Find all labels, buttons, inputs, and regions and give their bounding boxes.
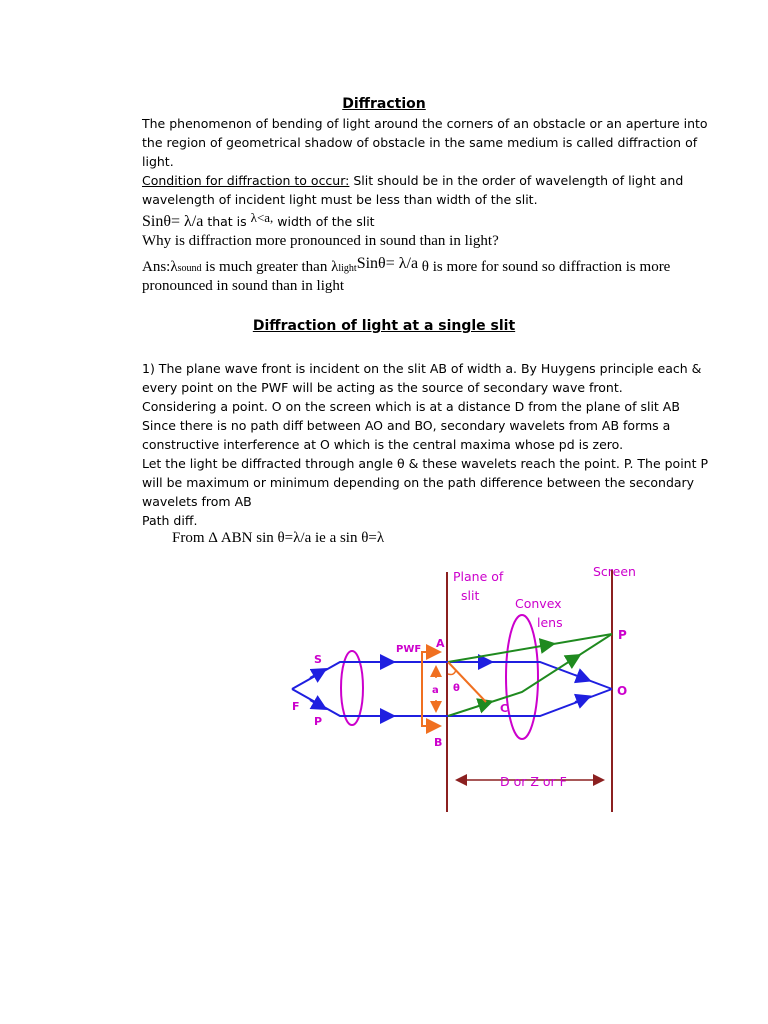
section-title-diffraction: Diffraction [342,96,426,112]
label-slit: slit [461,588,480,603]
label-c-point: C [500,702,509,715]
formula-abn: From Δ ABN sin θ=λ/a ie a sin θ=λ [172,530,385,546]
definition-paragraph: The phenomenon of bending of light around the corners of an obstacle or an aperture into the region of geometrical shadow of obstacle in the same medium is called diffraction of light. [142,116,708,169]
label-screen: Screen [593,564,636,579]
answer-light-subscript: light [338,263,357,274]
answer-greater: is much greater than [201,259,332,275]
label-b-point: B [434,736,443,749]
answer-line-2: pronounced in sound than in light [142,278,345,294]
section-title-single-slit: Diffraction of light at a single slit [252,318,516,334]
triangle-side [448,662,486,702]
convex-lens [506,615,538,739]
question-line: Why is diffraction more pronounced in sound than in light? [142,233,499,249]
answer-diffraction-is: diffraction is more [558,259,671,275]
label-a-point: A [436,637,445,650]
label-plane-of: Plane of [453,569,504,584]
formula-sin: Sinθ= λ/a [142,213,204,230]
label-pwf: PWF [396,644,422,655]
label-theta: θ [453,683,460,694]
answer-lambda-sound: λ [170,259,178,275]
upper-diffracted-ray [448,634,612,662]
pwf-bracket [422,652,432,726]
condition-paragraph [142,172,712,210]
answer-lambda-light: λ [331,259,339,275]
formula-line [142,210,375,231]
paragraph-2: Considering a point. O on the screen which is at a distance D from the plane of slit AB Since there is no path diff between AO and BO, secondary wavelets from AB forms a constructive interference at O which is the central maxima whose pd is zero. [142,399,680,452]
formula-width: width of the slit [273,214,375,229]
answer-theta-more: θ is more for sound so [418,259,559,275]
label-f: F [292,700,300,713]
label-p-left: P [314,715,323,728]
lower-diffracted-ray [448,634,612,716]
formula-lambda-lt-a: λ<a, [250,210,274,225]
label-convex: Convex [515,596,562,611]
paragraph-1: 1) The plane wave front is incident on the slit AB of width a. By Huygens principle each & every point on the PWF will be acting as the source of secondary wave front. [142,361,702,395]
label-s: S [314,653,322,666]
label-lens: lens [537,615,563,630]
answer-sin: Sinθ= λ/a [356,255,419,272]
lower-transmitted-ray [448,689,612,716]
answer-prefix: Ans: [142,259,171,275]
single-slit-diagram [0,550,768,850]
upper-transmitted-ray [448,662,612,689]
answer-line-1 [142,255,670,276]
paragraph-3: Let the light be diffracted through angle θ & these wavelets reach the point. P. The point P will be maximum or minimum depending on the path difference between the secondary wavelets from AB [142,456,709,509]
condition-label: Condition for diffraction to occur: [142,173,350,188]
label-width-a: a [432,685,439,696]
label-p-right: P [618,628,627,642]
answer-sound-subscript: sound [177,263,202,274]
path-diff-label: Path diff. [142,513,198,528]
condition-text: Slit should be in the order of wavelength of light and wavelength of incident light must be less than width of the slit. [142,173,684,207]
formula-that-is: that is [203,214,251,229]
label-distance: D or Z or F [500,774,567,789]
label-o-point: O [617,684,628,698]
